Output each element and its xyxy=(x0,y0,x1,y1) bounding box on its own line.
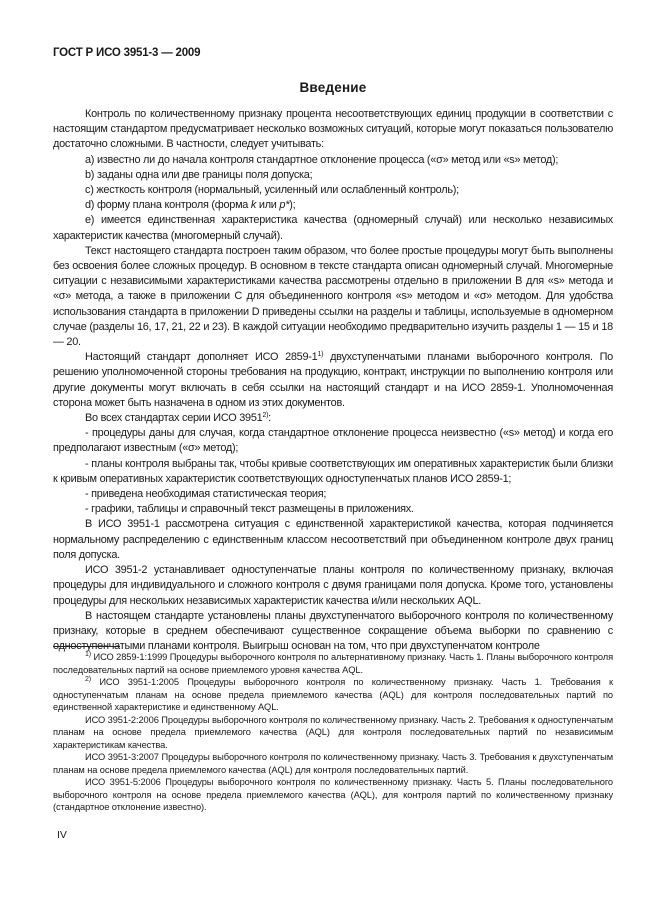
paragraph-iso-3951-2: ИСО 3951-2 устанавливает одноступенчатые планы контроля по количественному признаку, включая процедуры для индивидуального и сложного контроля с двумя границами поля допуска. Кроме того, установлены процедуры для нескольких независимых характеристик качества и/или нескольких AQL. xyxy=(53,564,613,607)
list-item-c: c) жесткость контроля (нормальный, усиленный или ослабленный контроль); xyxy=(85,184,459,197)
paragraph-this-standard: В настоящем стандарте установлены планы двухступенчатого выборочного контроля по количественному признаку, которые в среднем обеспечивают существенное сокращение объема выборки по сравнению с одноступенчатыми планами контроля. Выигрыш основан на том, что при двухступенчатом контроле xyxy=(53,609,613,653)
footnote-2-iso-3951-2: ИСО 3951-2:2006 Процедуры выборочного контроля по количественному признаку. Часть 2. Требования к одноступенчатым планам на основе предела приемлемого качества (AQL) для контроля последовательных партий по независимым характеристикам качества. xyxy=(53,714,613,750)
paragraph-intro: Контроль по количественному признаку процента несоответствующих единиц продукции в соответствии с настоящим стандартом предусматривает несколько возможных ситуаций, которые могут показаться пользователю достаточно сложными. В частности, следует учитывать: xyxy=(53,108,613,151)
paragraph-supplement-rest: двухступенчатыми планами выборочного контроля. По решению уполномоченной стороны требования на продукцию, контракт, инструкции по выполнению контроля или другие документы могут включать в себя ссылки на настоящий стандарт и на ИСО 2859-1. Уполномоченная сторона может быть назначена в одном из этих документов. xyxy=(53,351,613,409)
paragraph-series-colon: : xyxy=(268,412,271,425)
footnote-2 xyxy=(53,676,613,714)
paragraph-iso-3951-1: В ИСО 3951-1 рассмотрена ситуация с единственной характеристикой качества, которая подчиняется нормальному распределению с единственным классом несоответствий при объединенном контроле двух границ поля допуска. xyxy=(53,518,613,561)
footnote-2-iso-3951-3: ИСО 3951-3:2007 Процедуры выборочного контроля по количественному признаку. Часть 3. Требования к двухступенчатым планам на основе предела приемлемого качества (AQL) для контроля последовательных партий. xyxy=(53,752,613,775)
paragraph-supplement-start: Настоящий стандарт дополняет ИСО 2859-1 xyxy=(85,351,318,364)
body-text xyxy=(53,107,613,654)
list-item-b: b) заданы одна или две границы поля допуска; xyxy=(85,168,313,181)
paragraph-series-start: Во всех стандартах серии ИСО 3951 xyxy=(85,412,263,425)
list-item-e: e) имеется единственная характеристика качества (одномерный случай) или несколько независимых характеристик качества (многомерный случай). xyxy=(53,214,613,242)
footnotes xyxy=(53,651,613,814)
paragraph-supplement xyxy=(53,350,613,411)
bullet-plans: - планы контроля выбраны так, чтобы кривые соответствующих им оперативных характеристик были близки к кривым оперативных характеристик соответствующих одноступенчатых планов ИСО 2859-1; xyxy=(53,457,613,485)
bullet-theory: - приведена необходимая статистическая теория; xyxy=(85,488,327,501)
list-item-a: a) известно ли до начала контроля стандартное отклонение процесса («σ» метод или «s» метод); xyxy=(85,153,559,166)
paragraph-series xyxy=(53,411,613,426)
footnote-2-iso-3951-5: ИСО 3951-5:2006 Процедуры выборочного контроля по количественному признаку. Часть 5. Планы последовательного выборочного контроля на основе предела приемлемого качества (AQL), для контроля партий по количественному признаку (стандартное отклонение известно). xyxy=(53,777,613,812)
form-p: p* xyxy=(279,199,290,212)
document-header: ГОСТ Р ИСО 3951-3 — 2009 xyxy=(53,47,201,59)
list-item-d xyxy=(53,198,613,213)
list-item-d-suffix: ); xyxy=(289,199,296,212)
bullet-annexes: - графики, таблицы и справочный текст размещены в приложениях. xyxy=(85,503,414,516)
footnote-mark: 1) xyxy=(85,651,92,658)
footnote-1 xyxy=(53,651,613,676)
footnote-divider xyxy=(53,646,120,647)
footnote-text: ИСО 3951-1:2005 Процедуры выборочного контроля по количественному признаку. Часть 1. Требования к одноступенчатым планам на основе предела приемлемого качества (AQL) для контроля последовательных партий по единственной характеристике и единственному AQL. xyxy=(53,677,613,712)
paragraph-structure: Текст настоящего стандарта построен таким образом, что более простые процедуры могут быть выполнены без освоения более сложных процедур. В основном в тексте стандарта описан одномерный случай. Многомерные ситуации с независимыми характеристиками качества рассмотрены отдельно в приложении B для «s» метода и «σ» метода, а также в приложении C для объединенного контроля «s» методом и «σ» методом. Для удобства использования стандарта в приложении D приведены ссылки на разделы и таблицы, используемые в одномерном случае (разделы 16, 17, 21, 22 и 23). В каждой ситуации необходимо предварительно изучить разделы 1 — 15 и 18 — 20. xyxy=(53,244,613,349)
bullet-procedures: - процедуры даны для случая, когда стандартное отклонение процесса неизвестно («s» метод) и когда его предполагают известным («σ» метод); xyxy=(53,427,613,455)
footnote-ref-1[interactable]: 1) xyxy=(317,351,324,359)
list-item-d-mid: или xyxy=(256,199,280,212)
page-number: IV xyxy=(57,829,67,841)
footnote-mark: 2) xyxy=(85,676,92,683)
section-title: Введение xyxy=(299,80,367,95)
list-item-d-text: d) форму плана контроля (форма xyxy=(85,199,251,212)
footnote-text: ИСО 2859-1:1999 Процедуры выборочного контроля по альтернативному признаку. Часть 1. Планы выборочного контроля последовательных партий на основе приемлемого уровня качества AQL. xyxy=(53,652,614,675)
footnote-ref-2[interactable]: 2) xyxy=(262,412,269,420)
form-k: k xyxy=(250,199,257,212)
